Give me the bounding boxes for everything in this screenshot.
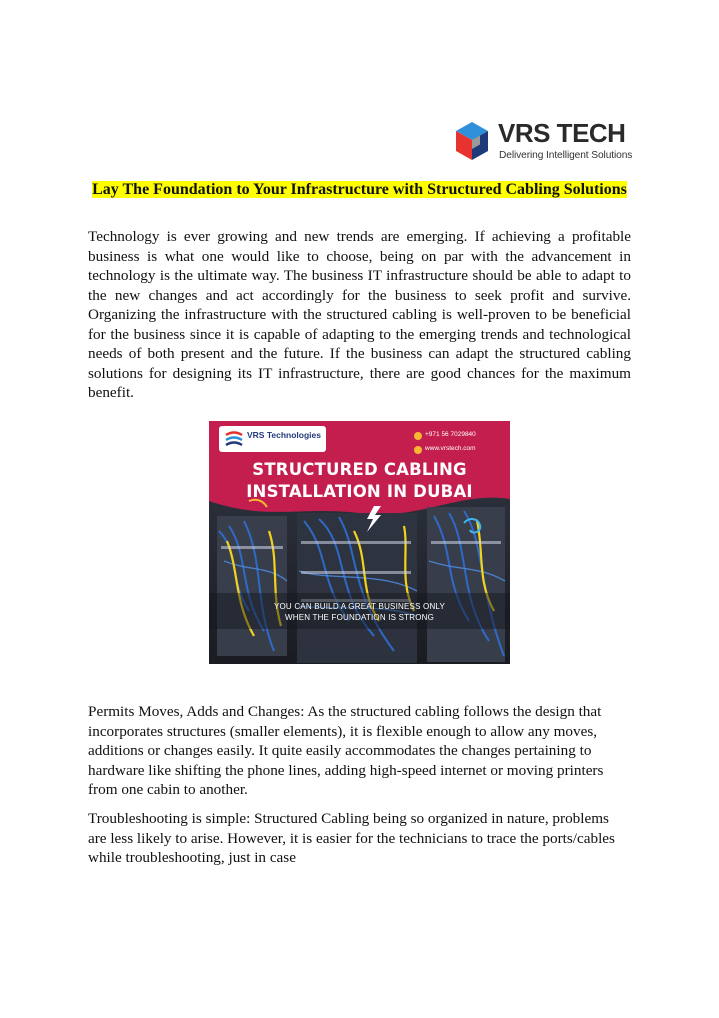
article-title — [88, 179, 631, 201]
moves-adds-changes-paragraph: Permits Moves, Adds and Changes: As the structured cabling follows the design that incorporates structures (smaller elements), it is flexible enough to allow any moves, additions or changes easily. It quite easily accommodates the changes pertaining to hardware like shifting the phone lines, adding high-speed internet or moving printers from one cabin to another. — [88, 703, 604, 798]
banner-subtext-line1: YOU CAN BUILD A GREAT BUSINESS ONLY — [273, 602, 446, 611]
intro-paragraph: Technology is ever growing and new trends are emerging. If achieving a profitable business is what one would like to choose, being on par with the advancement in technology is the ultimate way. The business IT infrastructure should be able to adapt to the new changes and act accordingly for the business to seek profit and survive. Organizing the infrastructure with the structured cabling is well-proven to be beneficial for the business since it is capable of adapting to the emerging trends and technological needs of both present and the future. If the business can adapt the structured cabling solutions for designing its IT infrastructure, there are good chances for the maximum benefit. — [88, 228, 631, 401]
banner-logo-card — [219, 426, 326, 452]
brand-name: VRS TECH — [498, 118, 626, 148]
banner-headline-line2: INSTALLATION IN DUBAI — [246, 482, 473, 501]
phone-icon — [414, 432, 422, 440]
banner-website: www.vrstech.com — [425, 445, 476, 452]
banner-subtext-line2: WHEN THE FOUNDATION IS STRONG — [284, 613, 435, 622]
banner-logo-text: VRS Technologies — [247, 430, 321, 440]
brand-tagline: Delivering Intelligent Solutions — [499, 150, 633, 161]
vrs-flag-icon — [225, 431, 243, 447]
vrs-cube-logo-icon — [452, 120, 492, 164]
network-rack-photo-icon — [209, 421, 510, 664]
banner-headline-line1: STRUCTURED CABLING — [252, 460, 467, 479]
troubleshooting-paragraph: Troubleshooting is simple: Structured Cabling being so organized in nature, problems are less likely to arise. However, it is easier for the technicians to trace the ports/cables while troubleshooting, just in case — [88, 810, 615, 866]
structured-cabling-banner — [209, 421, 510, 664]
globe-icon — [414, 446, 422, 454]
banner-phone: +971 56 7029840 — [425, 431, 476, 438]
article-title-text: Lay The Foundation to Your Infrastructure with Structured Cabling Solutions — [92, 181, 627, 198]
brand-logo — [452, 118, 632, 168]
